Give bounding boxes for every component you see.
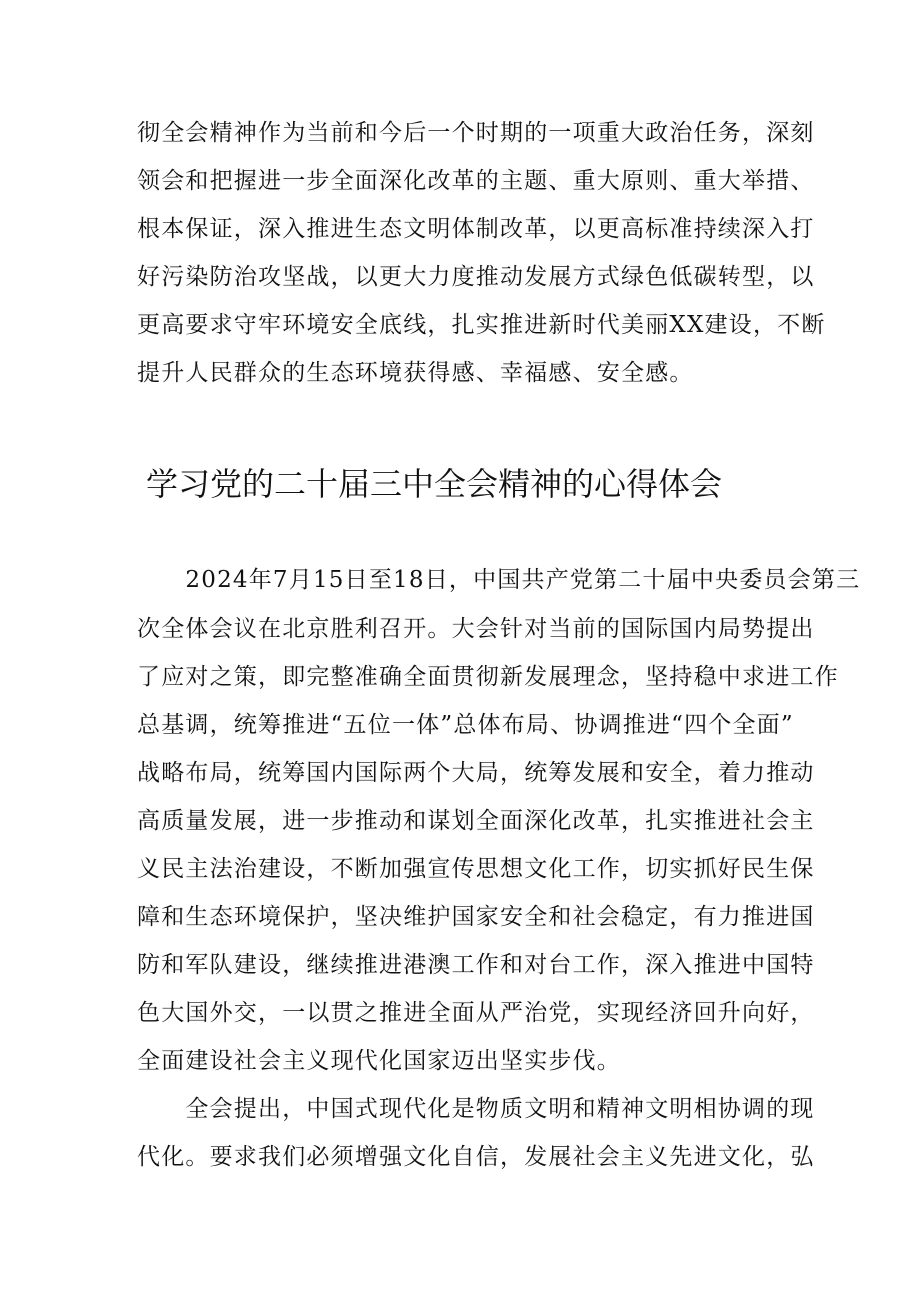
intro-line: 好污染防治攻坚战，以更大力度推动发展方式绿色低碳转型，以 <box>137 264 815 290</box>
document-title: 学习党的二十届三中全会精神的心得体会 <box>146 465 723 503</box>
intro-line: 领会和把握进一步全面深化改革的主题、重大原则、重大举措、 <box>137 168 815 194</box>
paragraph-line: 了应对之策，即完整准确全面贯彻新发展理念，坚持稳中求进工作 <box>137 664 839 690</box>
paragraph-line: 全面建设社会主义现代化国家迈出坚实步伐。 <box>137 1048 621 1074</box>
intro-line: 彻全会精神作为当前和今后一个时期的一项重大政治任务，深刻 <box>137 120 815 146</box>
intro-line: 根本保证，深入推进生态文明体制改革，以更高标准持续深入打 <box>137 216 815 242</box>
paragraph-line: 总基调，统筹推进“五位一体”总体布局、协调推进“四个全面” <box>137 712 794 738</box>
intro-line: 更高要求守牢环境安全底线，扎实推进新时代美丽XX建设，不断 <box>137 312 826 338</box>
paragraph-line: 代化。要求我们必须增强文化自信，发展社会主义先进文化，弘 <box>137 1144 815 1170</box>
paragraph-line: 障和生态环境保护，坚决维护国家安全和社会稳定，有力推进国 <box>137 904 815 930</box>
paragraph-line: 义民主法治建设，不断加强宣传思想文化工作，切实抓好民生保 <box>137 856 815 882</box>
paragraph-line: 色大国外交，一以贯之推进全面从严治党，实现经济回升向好， <box>137 1000 815 1026</box>
paragraph-line: 防和军队建设，继续推进港澳工作和对台工作，深入推进中国特 <box>137 952 815 978</box>
paragraph-line: 战略布局，统筹国内国际两个大局，统筹发展和安全，着力推动 <box>137 760 815 786</box>
paragraph-line: 全会提出，中国式现代化是物质文明和精神文明相协调的现 <box>137 1096 815 1122</box>
intro-line: 提升人民群众的生态环境获得感、幸福感、安全感。 <box>137 360 694 386</box>
paragraph-line: 次全体会议在北京胜利召开。大会针对当前的国际国内局势提出 <box>137 616 815 642</box>
paragraph-line: 2024年7月15日至18日，中国共产党第二十届中央委员会第三 <box>137 567 861 593</box>
paragraph-line: 高质量发展，进一步推动和谋划全面深化改革，扎实推进社会主 <box>137 808 815 834</box>
